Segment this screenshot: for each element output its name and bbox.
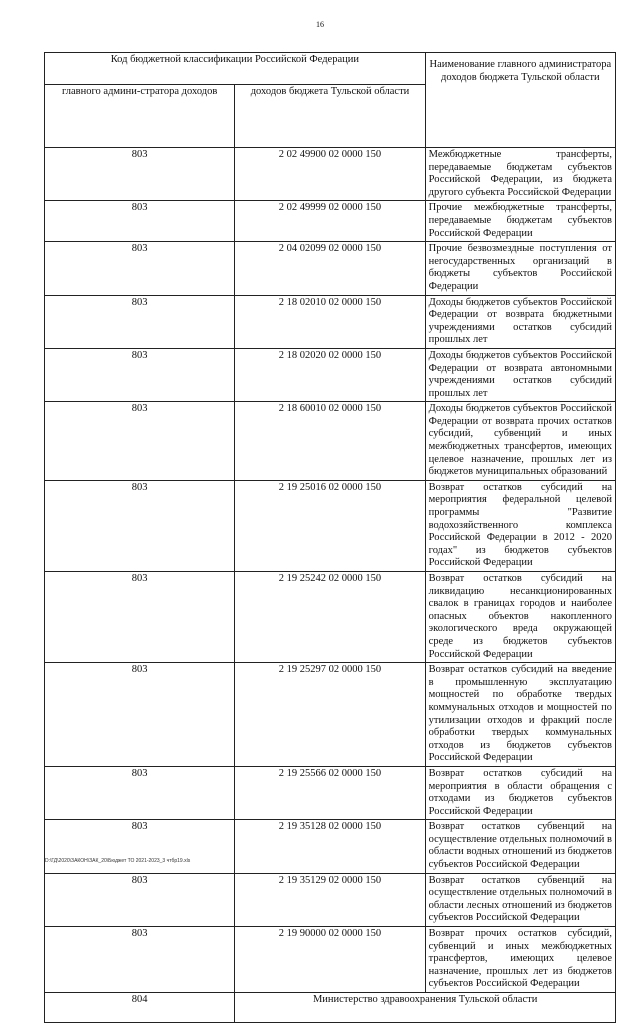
admin-code-cell: 803 [45, 148, 235, 201]
ministry-row [45, 993, 616, 1023]
table-row [45, 480, 616, 571]
revenue-code-cell: 2 18 60010 02 0000 150 [235, 402, 425, 481]
revenue-name-cell: Возврат остатков субвенций на осуществление отдельных полномочий в области лесных отношений из бюджетов субъектов Российской Федерации [425, 873, 615, 926]
revenue-code-cell: 2 19 35128 02 0000 150 [235, 820, 425, 873]
revenue-code-cell: 2 02 49900 02 0000 150 [235, 148, 425, 201]
revenue-code-cell: 2 18 02010 02 0000 150 [235, 295, 425, 348]
ministry-admin-code: 804 [45, 993, 235, 1023]
revenue-name-cell: Возврат прочих остатков субсидий, субвенций и иных межбюджетных трансфертов, имеющих целевое назначение, прошлых лет из бюджетов субъектов Российской Федерации [425, 927, 615, 993]
table-row [45, 148, 616, 201]
header-admin-name-text: Наименование главного администратора доходов бюджета Тульской области [429, 59, 612, 83]
table-row [45, 348, 616, 401]
revenue-code-cell: 2 19 25297 02 0000 150 [235, 663, 425, 767]
table-row [45, 766, 616, 819]
footer-file-path: D:\ГД\2020\ЗАКОН\ЗАК_20\Бюджет ТО 2021-2023_3 чтбр19.xls [45, 858, 191, 864]
revenue-code-cell: 2 19 25566 02 0000 150 [235, 766, 425, 819]
admin-code-cell: 803 [45, 242, 235, 295]
admin-code-cell: 803 [45, 572, 235, 663]
revenue-name-cell: Возврат остатков субвенций на осуществление отдельных полномочий в области водных отношений из бюджетов субъектов Российской Федерации [425, 820, 615, 873]
revenue-code-cell: 2 19 25016 02 0000 150 [235, 480, 425, 571]
revenue-name-cell: Прочие безвозмездные поступления от негосударственных организаций в бюджеты субъектов Российской Федерации [425, 242, 615, 295]
table-row [45, 927, 616, 993]
revenue-name-cell: Возврат остатков субсидий на мероприятия федеральной целевой программы "Развитие водохозяйственного комплекса Российской Федерации в 2012 - 2020 годах" из бюджетов субъектов Российской Федерации [425, 480, 615, 571]
admin-code-cell: 803 [45, 402, 235, 481]
revenue-name-cell: Доходы бюджетов субъектов Российской Федерации от возврата автономными учреждениями остатков субсидий прошлых лет [425, 348, 615, 401]
admin-code-cell: 803 [45, 480, 235, 571]
table-row [45, 663, 616, 767]
ministry-name: Министерство здравоохранения Тульской области [235, 993, 616, 1023]
admin-code-cell: 803 [45, 295, 235, 348]
admin-code-cell: 803 [45, 663, 235, 767]
page-number: 16 [316, 20, 324, 29]
revenue-code-cell: 2 19 25242 02 0000 150 [235, 572, 425, 663]
header-chief-admin: главного админи-стратора доходов [45, 85, 235, 148]
table-row [45, 402, 616, 481]
revenue-code-cell: 2 19 35129 02 0000 150 [235, 873, 425, 926]
revenue-name-cell: Возврат остатков субсидий на мероприятия в области обращения с отходами из бюджетов субъектов Российской Федерации [425, 766, 615, 819]
header-admin-name [425, 53, 615, 148]
admin-code-cell: 803 [45, 873, 235, 926]
admin-code-cell: 803 [45, 348, 235, 401]
revenue-name-cell: Доходы бюджетов субъектов Российской Федерации от возврата прочих остатков субсидий, субвенций и иных межбюджетных трансфертов, имеющих целевое назначение, прошлых лет из бюджетов муниципальных образований [425, 402, 615, 481]
admin-code-cell: 803 [45, 201, 235, 242]
admin-code-cell: 803 [45, 927, 235, 993]
table-row [45, 242, 616, 295]
revenue-name-cell: Возврат остатков субсидий на ликвидацию несанкционированных свалок в границах городов и наиболее опасных объектов накопленного экологического вреда окружающей среде из бюджетов субъектов Российской Федерации [425, 572, 615, 663]
admin-code-cell: 803 [45, 766, 235, 819]
revenue-code-cell: 2 02 49999 02 0000 150 [235, 201, 425, 242]
revenue-code-cell: 2 19 90000 02 0000 150 [235, 927, 425, 993]
revenue-name-cell: Возврат остатков субсидий на введение в промышленную эксплуатацию мощностей по обработке твердых коммунальных отходов и мощностей по утилизации отходов и фракций после обработки твердых коммунальных отходов из бюджетов субъектов Российской Федерации [425, 663, 615, 767]
table-row [45, 820, 616, 873]
table-row [45, 572, 616, 663]
revenue-name-cell: Доходы бюджетов субъектов Российской Федерации от возврата бюджетными учреждениями остатков субсидий прошлых лет [425, 295, 615, 348]
header-row [45, 53, 616, 85]
table-row [45, 201, 616, 242]
budget-table [44, 52, 616, 1023]
header-revenue: доходов бюджета Тульской области [235, 85, 425, 148]
table-row [45, 873, 616, 926]
revenue-code-cell: 2 18 02020 02 0000 150 [235, 348, 425, 401]
admin-code-cell: 803 [45, 820, 235, 873]
table-row [45, 295, 616, 348]
revenue-code-cell: 2 04 02099 02 0000 150 [235, 242, 425, 295]
revenue-name-cell: Прочие межбюджетные трансферты, передаваемые бюджетам субъектов Российской Федерации [425, 201, 615, 242]
revenue-name-cell: Межбюджетные трансферты, передаваемые бюджетам субъектов Российской Федерации, из бюджета другого субъекта Российской Федерации [425, 148, 615, 201]
header-kbk-group: Код бюджетной классификации Российской Федерации [45, 53, 426, 85]
